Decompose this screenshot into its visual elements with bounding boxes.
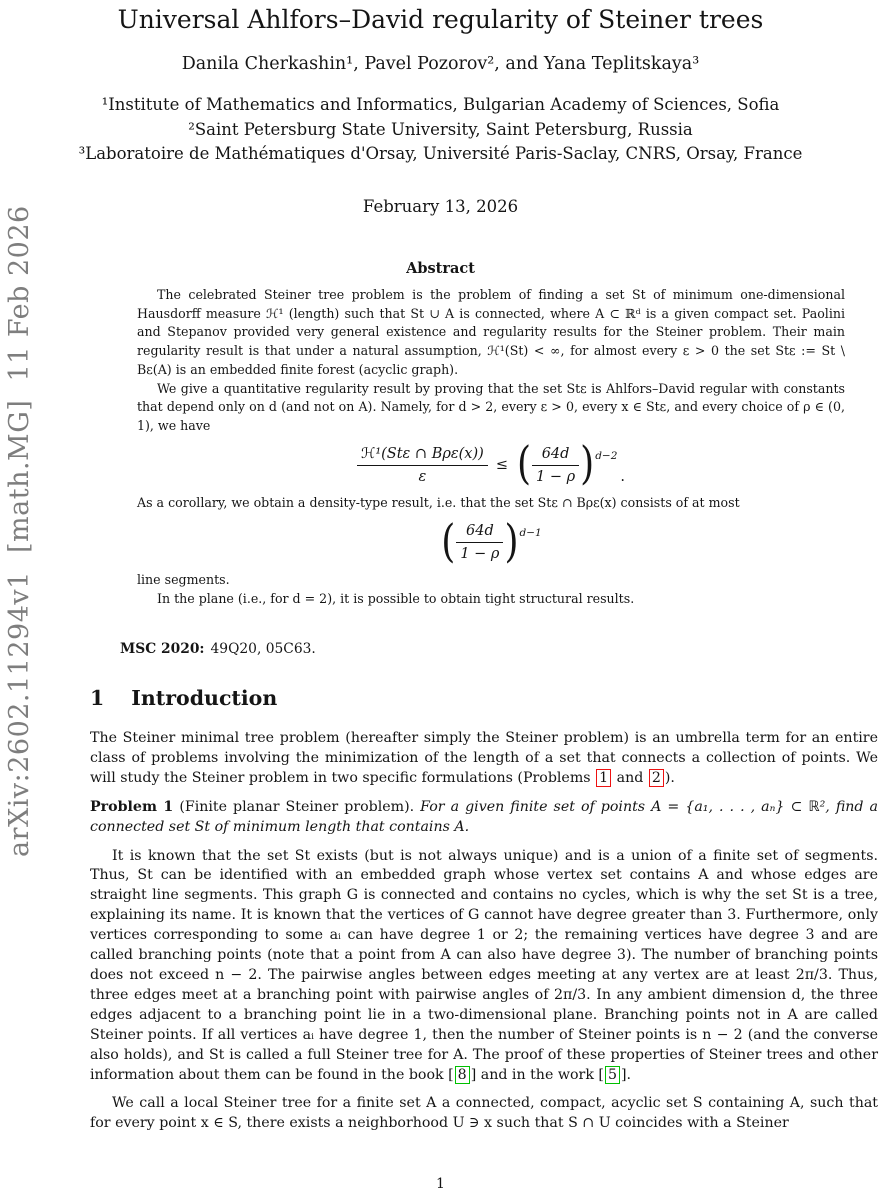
formula-period: .	[620, 469, 625, 486]
citation-8-link[interactable]: 8	[455, 1066, 470, 1084]
exponent: d−1	[519, 526, 542, 539]
abstract-paragraph-5: In the plane (i.e., for d = 2), it is possible to obtain tight structural results.	[157, 590, 635, 606]
abstract-paragraph-2: We give a quantitative regularity result by proving that the set Stε is Ahlfors–David regular with constants that depend only on d (and not on A). Namely, for d > 2, every ε > 0, every x ∈ Stε, and every choice of ρ ∈ (0, 1), we have	[137, 380, 845, 433]
problem-1-statement: For a given finite set of points A = {a₁, . . . , aₙ} ⊂ ℝ², find a connected set St of minimum length that contains A.	[90, 798, 878, 835]
left-paren: (	[441, 516, 456, 568]
intro-p1-text: The Steiner minimal tree problem (hereafter simply the Steiner problem) is an umbrella term for an entire class of problems involving the minimization of the length of a set that connects a collection of points. We will study the Steiner problem in two specific formulations (Problems	[90, 730, 878, 786]
date-line: February 13, 2026	[362, 197, 519, 216]
problem-1-link[interactable]: 1	[596, 769, 611, 787]
section-title: Introduction	[131, 686, 278, 710]
affiliation-line-3: ³Laboratoire de Mathématiques d'Orsay, Université Paris-Saclay, CNRS, Orsay, France	[78, 144, 803, 163]
lhs-numerator: ℋ¹(Stε ∩ Bρε(x))	[360, 445, 484, 462]
intro-p2-text: ].	[621, 1066, 632, 1083]
exponent: d−2	[595, 449, 618, 462]
intro-paragraph-2	[90, 847, 878, 1086]
problem-1-paragraph	[90, 798, 878, 838]
intro-p1-text: ).	[664, 769, 675, 786]
lhs-denominator: ε	[357, 465, 488, 487]
lhs-fraction	[357, 445, 488, 487]
numerator: 64d	[466, 522, 494, 539]
rhs-denominator: 1 − ρ	[532, 465, 579, 487]
left-paren: (	[516, 439, 532, 491]
inequality-sign: ≤	[495, 457, 508, 474]
intro-paragraph-3: We call a local Steiner tree for a finite set A a connected, compact, acyclic set S containing A, such that for every point x ∈ S, there exists a neighborhood U ∋ x such that S ∩ U coincides with a Steiner	[90, 1095, 878, 1132]
rhs-numerator: 64d	[541, 445, 570, 462]
intro-paragraph-1	[90, 729, 878, 789]
denominator: 1 − ρ	[456, 542, 503, 564]
problem-1-name: (Finite planar Steiner problem).	[173, 798, 415, 815]
right-paren: )	[580, 439, 595, 491]
affiliations-block	[0, 93, 881, 167]
intro-p2-text: It is known that the set St exists (but is not always unique) and is a union of a finite set of segments. Thus, St can be identified with an embedded graph whose vertex set contains A and whose edges are straight line segments. This graph G is connected and contains no cycles, which is why the set St is a tree, explaining its name. It is known that the vertices of G cannot have degree greater than 3. Furthermore, only vertices corresponding to some aᵢ can have degree 1 or 2; the remaining vertices have degree 3 and are called branching points (note that a point from A can also have degree 3). The number of branching points does not exceed n − 2. The pairwise angles between edges meeting at any vertex are at least 2π/3. Thus, three edges meet at a branching point with pairwise angles of 2π/3. In any ambient dimension d, the three edges adjacent to a branching point lie in a two-dimensional plane. Branching points not in A are called Steiner points. If all vertices aᵢ have degree 1, then the number of Steiner points is n − 2 (and the converse also holds), and St is called a full Steiner tree for A. The proof of these properties of Steiner trees and other information about them can be found in the book [	[90, 847, 878, 1083]
abstract-body	[137, 286, 845, 609]
abstract-paragraph-3: As a corollary, we obtain a density-type result, i.e. that the set Stε ∩ Bρε(x) consists of at most	[137, 495, 740, 511]
display-formula-2	[137, 516, 845, 568]
abstract-heading: Abstract	[406, 260, 475, 277]
fraction	[456, 522, 503, 564]
authors-line: Danila Cherkashin¹, Pavel Pozorov², and Yana Teplitskaya³	[181, 54, 700, 74]
problem-2-link[interactable]: 2	[649, 769, 664, 787]
msc-label: MSC 2020:	[120, 641, 205, 657]
section-heading	[90, 686, 277, 710]
page-number: 1	[436, 1176, 445, 1192]
msc-codes: 49Q20, 05C63.	[210, 641, 316, 657]
introduction-body	[90, 729, 878, 1134]
intro-p1-text: and	[612, 769, 648, 786]
msc-line	[120, 641, 316, 657]
affiliation-line-2: ²Saint Petersburg State University, Saint Petersburg, Russia	[188, 119, 693, 139]
affiliation-line-1: ¹Institute of Mathematics and Informatics, Bulgarian Academy of Sciences, Sofia	[101, 95, 780, 114]
problem-1-label: Problem 1	[90, 798, 174, 815]
rhs-fraction	[532, 445, 579, 487]
citation-5-link[interactable]: 5	[605, 1066, 620, 1084]
display-formula-1	[137, 439, 845, 491]
section-number: 1	[90, 686, 105, 710]
abstract-paragraph-4: line segments.	[137, 572, 230, 588]
abstract-paragraph-1: The celebrated Steiner tree problem is the problem of finding a set St of minimum one-dimensional Hausdorff measure ℋ¹ (length) such that St ∪ A is connected, where A ⊂ ℝᵈ is a given compact set. Paolini and Stepanov provided very general existence and regularity results for the Steiner problem. Their main regularity result is that under a natural assumption, ℋ¹(St) < ∞, for almost every ε > 0 the set Stε := St \ Bε(A) is an embedded finite forest (acyclic graph).	[137, 287, 845, 377]
right-paren: )	[504, 516, 519, 568]
arxiv-stamp: arXiv:2602.11294v1 [math.MG] 11 Feb 2026	[4, 205, 35, 857]
paper-title: Universal Ahlfors–David regularity of Steiner trees	[117, 5, 764, 34]
intro-p2-text: ] and in the work [	[470, 1066, 604, 1083]
